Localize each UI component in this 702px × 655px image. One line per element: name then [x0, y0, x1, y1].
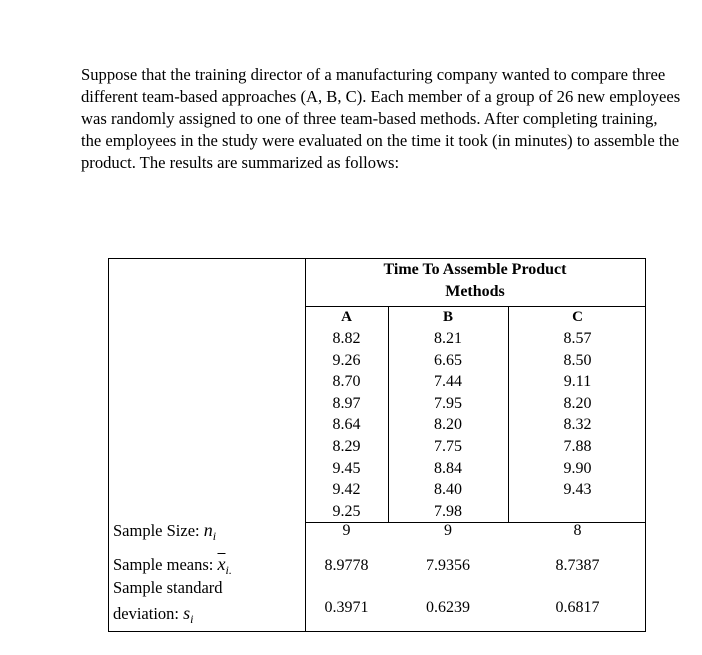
label-text: Sample means: [113, 555, 214, 574]
table-cell: 8.32 [563, 416, 592, 434]
label-sample-size [113, 520, 216, 544]
table-cell: 8.82 [332, 330, 361, 347]
sample-mean-c: 8.7387 [555, 557, 600, 574]
column-a-values [305, 328, 388, 522]
summary-table [108, 258, 646, 632]
subscript-i: i [190, 612, 194, 626]
table-cell: 9.25 [332, 502, 361, 520]
table-cell: 8.70 [332, 373, 361, 391]
table-cell: 6.65 [434, 351, 462, 369]
table-cell: 7.75 [434, 437, 462, 455]
table-cell: 8.57 [563, 330, 592, 347]
table-subtitle: Methods [445, 283, 505, 300]
table-cell: 9.42 [332, 481, 361, 499]
table-cell: 8.29 [332, 437, 361, 455]
table-cell: 9.26 [332, 351, 361, 369]
label-sample-sd-line2 [113, 603, 193, 627]
label-sample-means [113, 554, 232, 578]
sample-sd-b: 0.6239 [426, 599, 470, 616]
label-text: Sample Size: [113, 521, 200, 540]
table-cell: 7.95 [434, 394, 462, 412]
table-cell: 8.40 [434, 481, 462, 499]
table-cell: 7.88 [563, 437, 592, 455]
label-text: deviation: [113, 604, 179, 623]
sample-mean-b: 7.9356 [426, 557, 470, 574]
table-cell: 9.11 [563, 373, 592, 391]
table-cell: 7.44 [434, 373, 462, 391]
symbol-s: s [183, 603, 191, 623]
sample-sd-a: 0.3971 [324, 599, 369, 616]
table-cell: 8.64 [332, 416, 361, 434]
table-cell: 8.97 [332, 394, 361, 412]
subscript-i-dot: i. [225, 563, 232, 577]
table-cell: 7.98 [434, 502, 462, 520]
sample-sd-c: 0.6817 [555, 599, 600, 616]
symbol-x-bar: $\overline{x}$ [217, 554, 226, 574]
table-title: Time To Assemble Product [383, 261, 567, 278]
column-b-values [388, 328, 508, 522]
symbol-n: n [203, 520, 213, 540]
label-sample-sd-line1: Sample standard [113, 578, 223, 597]
table-cell: 8.84 [434, 459, 462, 477]
table-cell: 8.21 [434, 330, 462, 347]
column-c-values [508, 328, 647, 501]
column-header-a: A [341, 309, 352, 325]
table-cell: 8.50 [563, 351, 592, 369]
sample-size-b: 9 [444, 522, 452, 539]
column-header-b: B [442, 309, 453, 325]
sample-mean-a: 8.9778 [324, 557, 369, 574]
column-header-c: C [572, 309, 583, 325]
subscript-i: i [212, 529, 217, 543]
table-cell: 9.43 [563, 481, 592, 499]
intro-paragraph: Suppose that the training director of a manufacturing company wanted to compare three different team-based approaches (A, B, C). Each member of a group of 26 new employees was randomly assigned to one of three team-based methods. After completing training, the employees in the study were evaluated on the time it took (in minutes) to assemble the product. The results are summarized as follows: [81, 65, 681, 172]
sample-size-c: 8 [573, 522, 582, 539]
table-cell: 8.20 [434, 416, 462, 434]
table-cell: 8.20 [563, 394, 592, 412]
table-cell: 9.90 [563, 459, 592, 477]
table-cell: 9.45 [332, 459, 361, 477]
sample-size-a: 9 [342, 522, 351, 539]
table-divider [305, 306, 645, 307]
